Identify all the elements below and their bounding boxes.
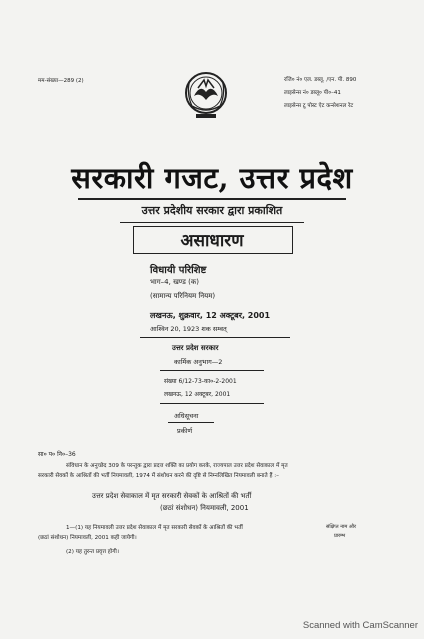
department-name: कार्मिक अनुभाग—2 bbox=[174, 358, 223, 366]
government-name: उत्तर प्रदेश सरकार bbox=[172, 344, 219, 352]
state-emblem-icon bbox=[180, 66, 232, 124]
gazette-subtitle: उत्तर प्रदेशीय सरकार द्वारा प्रकाशित bbox=[141, 204, 283, 217]
notification-date: लखनऊ, 12 अक्टूबर, 2001 bbox=[164, 391, 231, 398]
supplement-rules: (सामान्य परिनियम नियम) bbox=[150, 292, 216, 300]
preamble-line-2: सरकारी सेवकों के आश्रितों की भर्ती नियमावली, 1974 में संशोधन करने की दृष्टि से निम्नलिखित नियमावली बनाते हैं :– bbox=[38, 473, 279, 479]
date-rule bbox=[160, 403, 264, 404]
scanner-watermark: Scanned with CamScanner bbox=[302, 620, 418, 631]
margin-note-title: संक्षिप्त नाम और bbox=[326, 524, 357, 530]
registration-number: रजि० नं० एल. डब्लू. /एन. पी. 890 bbox=[284, 77, 357, 83]
rule-title: उत्तर प्रदेश सेवाकाल में मृत सरकारी सेवकों के आश्रितों की भर्ती bbox=[92, 492, 252, 500]
edition-label: असाधारण bbox=[180, 231, 244, 251]
notification-type: प्रकीर्ण bbox=[177, 427, 193, 435]
margin-note-commencement: प्रारम्भ bbox=[334, 533, 346, 539]
notification-rule bbox=[168, 422, 214, 423]
license-number: लाइसेन्स नं० डब्लू० पी०–41 bbox=[284, 90, 341, 96]
notification-label: अधिसूचना bbox=[174, 412, 199, 420]
notification-number: संख्या 6/12-73-का०-2-2001 bbox=[164, 378, 237, 385]
supplement-name: विधायी परिशिष्ट bbox=[150, 265, 207, 276]
department-rule bbox=[160, 370, 264, 371]
gazette-date: लखनऊ, शुक्रवार, 12 अक्टूबर, 2001 bbox=[150, 311, 271, 320]
issue-number: मम-संख्या—289 (2) bbox=[38, 78, 84, 84]
postal-license: लाइसेन्स टू पोस्ट ऐट कन्सेशनल रेट bbox=[284, 103, 354, 109]
rule-subtitle: (छठां संशोधन) नियमावली, 2001 bbox=[160, 504, 249, 512]
saka-date: आश्विन 20, 1923 शक सम्वत् bbox=[150, 325, 227, 333]
clause-1-line-1: 1—(1) यह नियमावली उत्तर प्रदेश सेवाकाल में मृत सरकारी सेवकों के आश्रितों की भर्ती bbox=[66, 525, 243, 531]
clause-2: (2) यह तुरन्त प्रवृत्त होगी। bbox=[66, 549, 119, 555]
clause-1-line-2: (छठां संशोधन) नियमावली, 2001 कही जायेगी। bbox=[38, 535, 137, 541]
supplement-part: भाग–4, खण्ड (क) bbox=[150, 278, 199, 286]
subtitle-rule bbox=[120, 222, 304, 223]
gazette-title: सरकारी गजट, उत्तर प्रदेश bbox=[71, 161, 353, 195]
dateline-rule bbox=[140, 337, 290, 338]
title-rule bbox=[78, 198, 346, 200]
preamble-line-1: संविधान के अनुच्छेद 309 के परन्तुक द्वारा प्रदत्त शक्ति का प्रयोग करके, राज्यपाल उत्तर प्रदेश सेवाकाल में मृत bbox=[66, 463, 288, 469]
reference-number: सा० प० नि०–36 bbox=[38, 451, 76, 458]
